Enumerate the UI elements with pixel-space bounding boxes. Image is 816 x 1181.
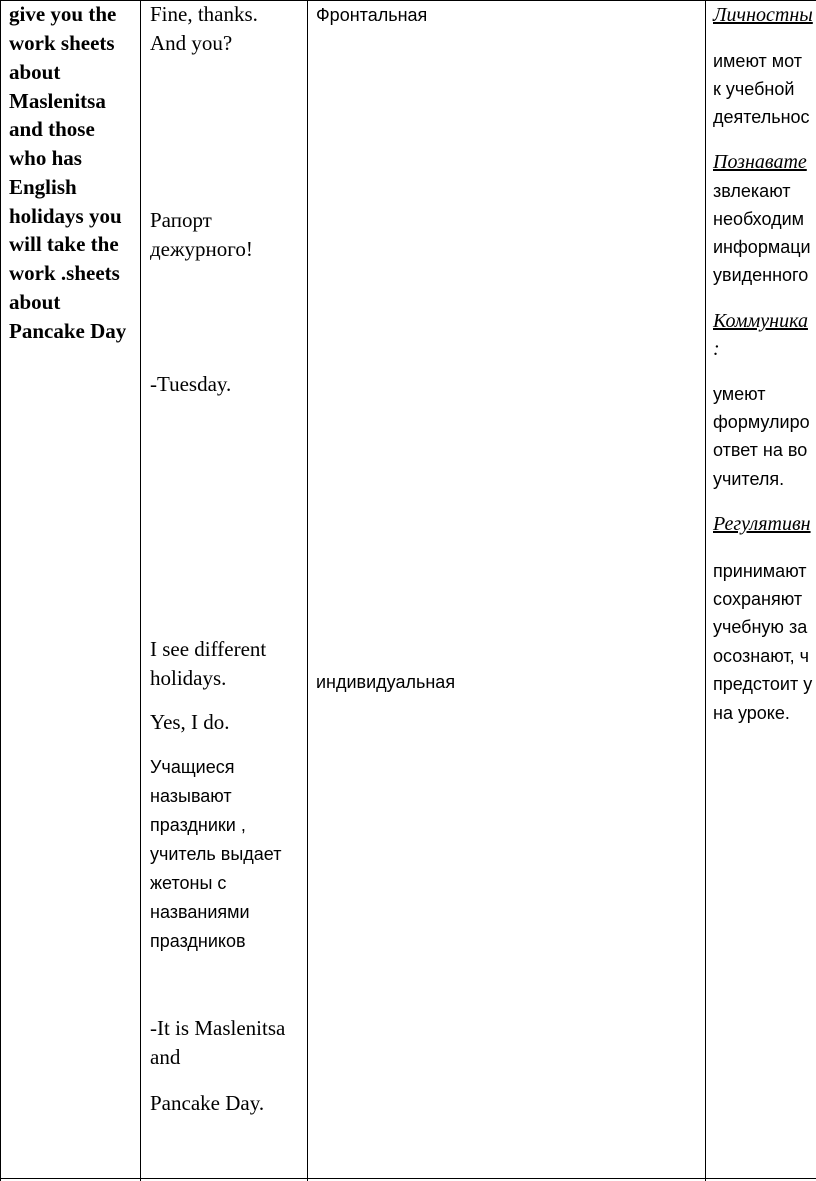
outcome-text-line: увиденного bbox=[713, 265, 809, 285]
column-divider-2 bbox=[307, 0, 308, 1181]
student-reply-line: Pancake Day. bbox=[150, 1091, 265, 1115]
activity-description-line: названиями bbox=[150, 902, 250, 922]
student-reply-line: Yes, I do. bbox=[150, 710, 230, 734]
table-bottom-border bbox=[0, 1178, 816, 1179]
outcome-text-line: осознают, ч bbox=[713, 646, 809, 666]
column-divider-1 bbox=[140, 0, 141, 1181]
activity-description-line: праздников bbox=[150, 931, 246, 951]
instruction-line: who has bbox=[9, 146, 82, 170]
student-reply-line: дежурного! bbox=[150, 237, 253, 261]
communicative-heading-colon: : bbox=[713, 338, 720, 360]
instruction-line: about bbox=[9, 290, 61, 314]
instruction-line: English bbox=[9, 175, 77, 199]
table-left-border bbox=[0, 0, 1, 1181]
activity-description-line: учитель выдает bbox=[150, 844, 282, 864]
work-form-frontal: Фронтальная bbox=[316, 5, 428, 25]
outcome-text-line: имеют мот bbox=[713, 51, 803, 71]
instruction-line: give you the bbox=[9, 2, 117, 26]
personal-outcomes-heading: Личностны bbox=[713, 4, 813, 26]
outcome-text-line: необходим bbox=[713, 209, 805, 229]
instruction-line: work .sheets bbox=[9, 261, 120, 285]
outcome-text-line: учителя. bbox=[713, 469, 785, 489]
outcome-text-line: ответ на во bbox=[713, 440, 808, 460]
student-reply-line: holidays. bbox=[150, 666, 227, 690]
outcome-text-line: принимают bbox=[713, 561, 807, 581]
outcome-text-line: предстоит у bbox=[713, 674, 813, 694]
outcome-text-line: формулиро bbox=[713, 412, 810, 432]
outcome-text-line: сохраняют bbox=[713, 589, 803, 609]
activity-description-line: Учащиеся bbox=[150, 757, 235, 777]
outcome-text-line: информаци bbox=[713, 237, 811, 257]
student-reply-line: -It is Maslenitsa bbox=[150, 1016, 286, 1040]
instruction-line: holidays you bbox=[9, 204, 122, 228]
work-form-individual: индивидуальная bbox=[316, 672, 456, 692]
regulative-outcomes-heading: Регулятивн bbox=[713, 513, 811, 535]
student-reply-line: And you? bbox=[150, 31, 233, 55]
outcome-text-line: деятельнос bbox=[713, 107, 810, 127]
instruction-line: about bbox=[9, 60, 61, 84]
activity-description-line: жетоны с bbox=[150, 873, 227, 893]
student-reply-line: and bbox=[150, 1045, 181, 1069]
communicative-outcomes-heading: Коммуника bbox=[713, 310, 808, 332]
student-reply-line: Рапорт bbox=[150, 208, 212, 232]
activity-description-line: праздники , bbox=[150, 815, 246, 835]
outcome-text-line: к учебной bbox=[713, 79, 795, 99]
column-divider-3 bbox=[705, 0, 706, 1181]
student-reply-line: Fine, thanks. bbox=[150, 2, 258, 26]
student-reply-line: I see different bbox=[150, 637, 267, 661]
instruction-line: work sheets bbox=[9, 31, 115, 55]
outcome-text-line: звлекают bbox=[713, 181, 791, 201]
student-reply-line: -Tuesday. bbox=[150, 372, 232, 396]
cognitive-outcomes-heading: Познавате bbox=[713, 151, 807, 173]
outcome-text-line: умеют bbox=[713, 384, 766, 404]
instruction-line: Maslenitsa bbox=[9, 89, 106, 113]
instruction-line: Pancake Day bbox=[9, 319, 127, 343]
outcome-text-line: учебную за bbox=[713, 617, 808, 637]
instruction-line: will take the bbox=[9, 232, 119, 256]
outcome-text-line: на уроке. bbox=[713, 703, 790, 723]
activity-description-line: называют bbox=[150, 786, 232, 806]
instruction-line: and those bbox=[9, 117, 95, 141]
